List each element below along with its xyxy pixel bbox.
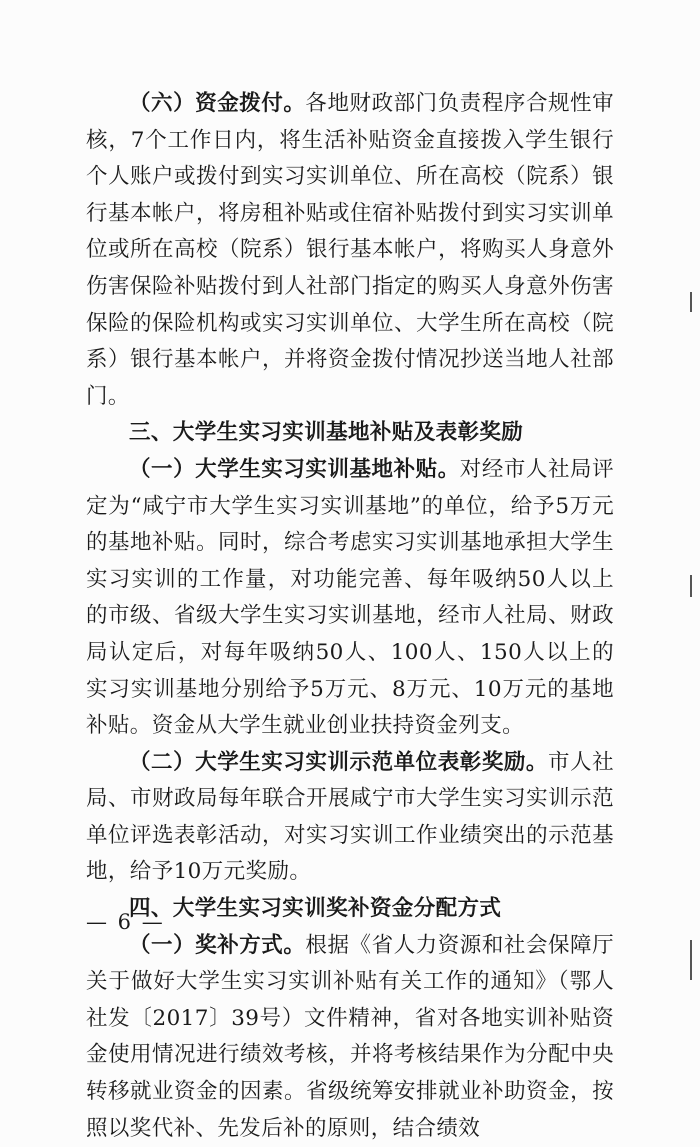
section-heading-4: 四、大学生实习实训奖补资金分配方式 xyxy=(129,896,502,922)
page-number: — 6 — xyxy=(86,910,165,934)
scan-edge-mark xyxy=(690,940,692,980)
paragraph-demo-award xyxy=(86,745,614,891)
paragraph-lead: （一）奖补方式。 xyxy=(129,932,306,958)
paragraph-lead: （六）资金拨付。 xyxy=(129,91,306,116)
paragraph-lead: （二）大学生实习实训示范单位表彰奖励。 xyxy=(129,749,548,775)
paragraph-text: 市人社局、市财政局每年联合开展咸宁市大学生实习实训示范单位评选表彰活动，对实习实训工作业绩突出的示范基地，给予10万元奖励。 xyxy=(86,749,615,885)
paragraph-award-method xyxy=(86,928,614,1147)
paragraph-text: 各地财政部门负责程序合规性审核，7个工作日内，将生活补贴资金直接拨入学生银行个人账户或拨付到实习实训单位、所在高校（院系）银行基本帐户，将房租补贴或住宿补贴拨付到实习实训单位或所在高校（院系）银行基本帐户，将购买人身意外伤害保险补贴拨付到人社部门指定的购买人身意外伤害保险的保险机构或实习实训单位、大学生所在高校（院系）银行基本帐户，并将资金拨付情况抄送当地人社部门。 xyxy=(86,91,614,409)
section-heading-3: 三、大学生实习实训基地补贴及表彰奖励 xyxy=(129,420,524,446)
paragraph-fund-disbursement xyxy=(86,86,614,415)
paragraph-lead: （一）大学生实习实训基地补贴。 xyxy=(129,456,460,482)
scan-edge-mark xyxy=(690,575,692,597)
paragraph-text: 对经市人社局评定为“咸宁市大学生实习实训基地”的单位，给予5万元的基地补贴。同时，综合考虑实习实训基地承担大学生实习实训的工作量，对功能完善、每年吸纳50人以上的市级、省级大学生实习实训基地，经市人社局、财政局认定后，对每年吸纳50人、100人、150人以上的实习实训基地分别给予5万元、8万元、10万元的基地补贴。资金从大学生就业创业扶持资金列支。 xyxy=(86,456,614,739)
scan-edge-mark xyxy=(690,292,692,312)
paragraph-base-subsidy xyxy=(86,452,614,745)
paragraph-text: 根据《省人力资源和社会保障厅关于做好大学生实习实训补贴有关工作的通知》（鄂人社发〔2017〕39号）文件精神，省对各地实训补贴资金使用情况进行绩效考核，并将考核结果作为分配中央转移就业资金的因素。省级统筹安排就业补助资金，按照以奖代补、先发后补的原则，结合绩效 xyxy=(86,932,614,1141)
document-body xyxy=(86,86,614,1147)
